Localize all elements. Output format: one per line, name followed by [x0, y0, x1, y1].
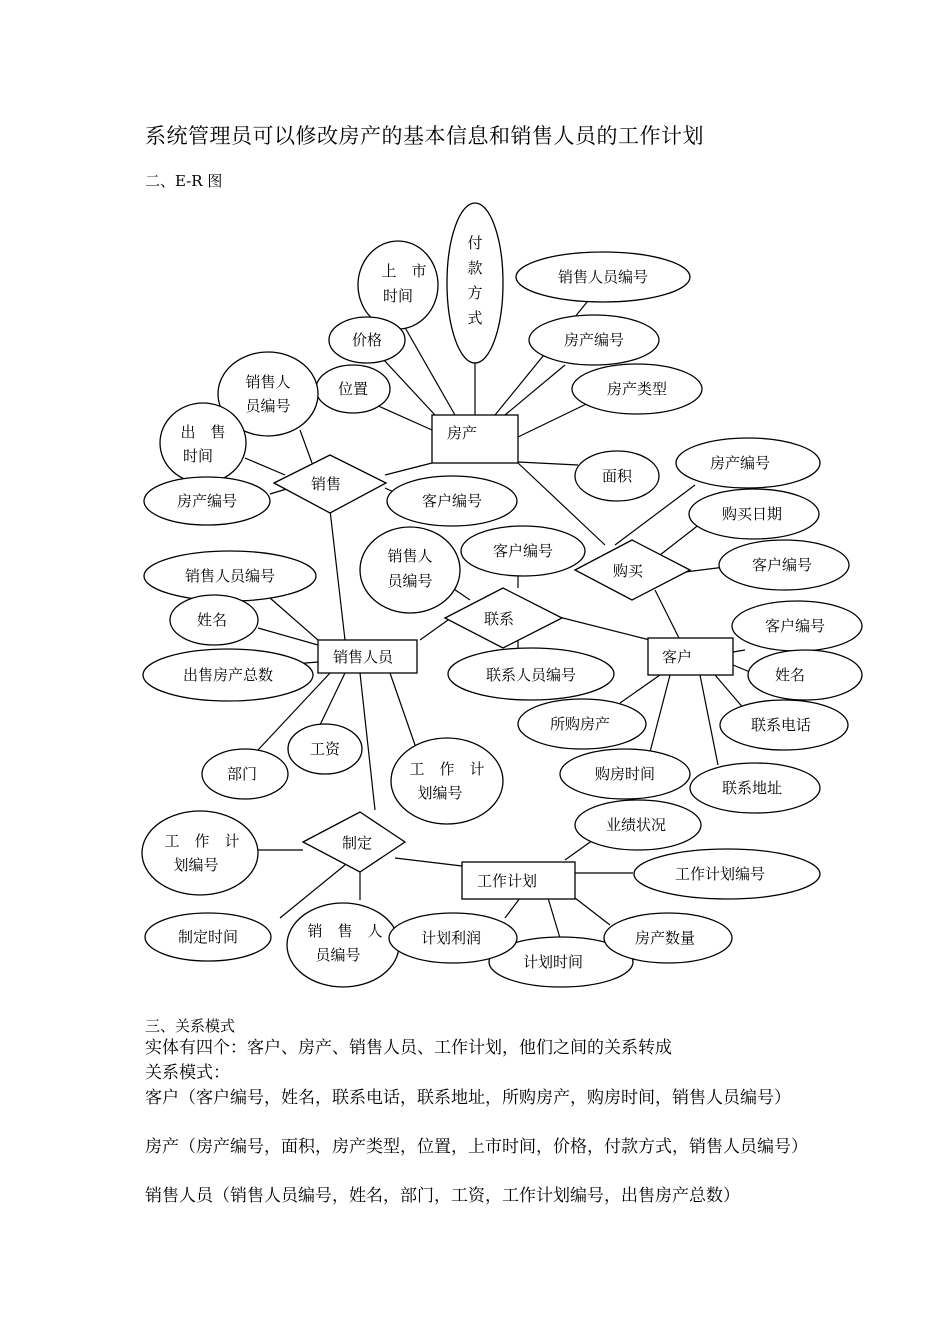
svg-text:客户编号: 客户编号 — [421, 492, 483, 510]
svg-text:付: 付 — [467, 234, 483, 252]
svg-text:员编号: 员编号 — [245, 397, 291, 415]
svg-text:姓名: 姓名 — [196, 611, 228, 629]
svg-text:工 作 计: 工 作 计 — [164, 832, 240, 850]
svg-text:联系: 联系 — [483, 610, 515, 628]
relationship-contact — [445, 588, 562, 648]
svg-text:式: 式 — [467, 309, 483, 327]
svg-text:员编号: 员编号 — [387, 572, 433, 590]
attr-sp-total-sold — [143, 649, 313, 701]
svg-text:购买日期: 购买日期 — [721, 505, 783, 523]
svg-text:销售: 销售 — [310, 475, 342, 493]
attr-c-no — [732, 601, 862, 651]
attr-contact-customer-no — [461, 526, 585, 576]
svg-text:房产数量: 房产数量 — [634, 929, 696, 947]
svg-text:联系电话: 联系电话 — [750, 716, 812, 734]
attr-sp-salary — [288, 724, 362, 774]
svg-text:工作计划编号: 工作计划编号 — [674, 865, 766, 883]
attr-sp-department — [202, 749, 288, 799]
entity-salesperson — [318, 640, 417, 673]
svg-text:出 售: 出 售 — [180, 423, 226, 441]
attr-house-type — [572, 364, 702, 414]
attr-buy-house-no — [676, 438, 820, 488]
svg-text:房产编号: 房产编号 — [709, 454, 771, 472]
svg-text:购买: 购买 — [612, 562, 644, 580]
svg-text:销售人员: 销售人员 — [332, 648, 394, 666]
document-title: 系统管理员可以修改房产的基本信息和销售人员的工作计划 — [145, 124, 704, 148]
svg-text:时间: 时间 — [182, 447, 214, 465]
svg-text:客户编号: 客户编号 — [492, 542, 554, 560]
attr-w-performance — [575, 800, 701, 850]
svg-text:位置: 位置 — [337, 380, 369, 398]
section-heading-relations: 三、关系模式 — [145, 1017, 236, 1035]
svg-text:制定时间: 制定时间 — [177, 928, 239, 946]
svg-text:时间: 时间 — [382, 287, 414, 305]
svg-text:房产类型: 房产类型 — [606, 380, 668, 398]
attr-sp-name — [170, 595, 258, 645]
svg-text:业绩状况: 业绩状况 — [605, 816, 667, 834]
svg-text:制定: 制定 — [341, 834, 373, 852]
attr-f-plan-no — [142, 811, 258, 895]
attr-sell-customer-no — [387, 476, 517, 526]
svg-text:方: 方 — [467, 284, 483, 302]
attr-contact-salesperson-no — [360, 527, 460, 613]
attr-house-payment-method — [447, 203, 503, 363]
svg-text:联系人员编号: 联系人员编号 — [485, 666, 577, 684]
svg-text:所购房产: 所购房产 — [549, 715, 611, 733]
paragraph-customer-schema: 客户（客户编号，姓名，联系电话，联系地址，所购房产，购房时间，销售人员编号） — [145, 1088, 791, 1108]
entity-house — [432, 415, 518, 463]
attr-c-phone — [720, 700, 848, 750]
svg-text:工资: 工资 — [309, 740, 341, 758]
er-diagram — [0, 195, 950, 1005]
paragraph-house-schema: 房产（房产编号，面积，房产类型，位置，上市时间，价格，付款方式，销售人员编号） — [145, 1137, 808, 1157]
attr-buy-customer-no — [719, 540, 849, 590]
attr-sp-no — [144, 551, 316, 601]
svg-text:部门: 部门 — [226, 765, 258, 783]
entity-customer — [648, 638, 733, 675]
svg-text:购房时间: 购房时间 — [594, 765, 656, 783]
svg-text:工 作 计: 工 作 计 — [409, 760, 485, 778]
attr-buy-date — [689, 489, 819, 539]
svg-text:客户编号: 客户编号 — [764, 617, 826, 635]
attr-f-salesperson-no — [287, 903, 399, 987]
svg-text:工作计划: 工作计划 — [476, 872, 538, 890]
attr-house-area — [575, 451, 659, 501]
svg-text:价格: 价格 — [351, 331, 383, 349]
attr-f-time — [145, 913, 271, 961]
svg-text:销售人: 销售人 — [245, 373, 291, 391]
svg-text:房产编号: 房产编号 — [176, 492, 238, 510]
svg-text:客户: 客户 — [661, 648, 693, 666]
attr-c-purchased-house — [518, 699, 646, 749]
entity-workplan — [462, 862, 575, 899]
svg-text:划编号: 划编号 — [417, 784, 463, 802]
attr-w-plan-no — [634, 849, 820, 899]
svg-text:面积: 面积 — [601, 467, 633, 485]
svg-text:客户编号: 客户编号 — [751, 556, 813, 574]
relationship-buy — [575, 540, 690, 600]
attr-house-no — [529, 315, 659, 365]
svg-text:员编号: 员编号 — [315, 946, 361, 964]
attr-c-address — [690, 763, 820, 813]
svg-text:销售人员编号: 销售人员编号 — [557, 268, 649, 286]
svg-text:计划时间: 计划时间 — [522, 953, 584, 971]
attr-contact-person-no — [448, 648, 614, 700]
paragraph-entities: 实体有四个：客户、房产、销售人员、工作计划，他们之间的关系转成 — [145, 1038, 672, 1058]
section-heading-er: 二、E-R 图 — [145, 172, 223, 190]
attr-house-listing-time — [358, 241, 438, 329]
attr-house-price — [329, 317, 405, 363]
svg-text:上 市: 上 市 — [381, 262, 427, 280]
attr-c-name — [748, 650, 862, 700]
svg-text:销 售 人: 销 售 人 — [307, 922, 383, 940]
paragraph-salesperson-schema: 销售人员（销售人员编号，姓名，部门，工资，工作计划编号，出售房产总数） — [145, 1186, 740, 1206]
relationship-sell — [274, 455, 386, 513]
svg-text:房产编号: 房产编号 — [563, 331, 625, 349]
svg-text:联系地址: 联系地址 — [721, 779, 783, 797]
attr-sell-time — [160, 403, 246, 483]
paragraph-relation-mode: 关系模式： — [145, 1063, 230, 1083]
attr-house-location — [316, 365, 390, 413]
svg-text:姓名: 姓名 — [774, 666, 806, 684]
attr-w-profit — [389, 913, 517, 963]
svg-text:划编号: 划编号 — [173, 856, 219, 874]
svg-text:销售人员编号: 销售人员编号 — [184, 567, 276, 585]
attr-house-salesperson-no — [516, 252, 690, 302]
attr-c-purchase-time — [560, 749, 690, 799]
svg-text:款: 款 — [467, 259, 483, 277]
svg-text:出售房产总数: 出售房产总数 — [182, 666, 274, 684]
svg-text:计划利润: 计划利润 — [420, 929, 482, 947]
attr-sell-house-no — [144, 477, 270, 525]
svg-text:销售人: 销售人 — [387, 547, 433, 565]
attr-sp-plan-no — [391, 738, 503, 824]
svg-text:房产: 房产 — [446, 424, 478, 442]
relationship-formulate — [303, 812, 405, 872]
attr-w-quantity — [604, 913, 732, 963]
